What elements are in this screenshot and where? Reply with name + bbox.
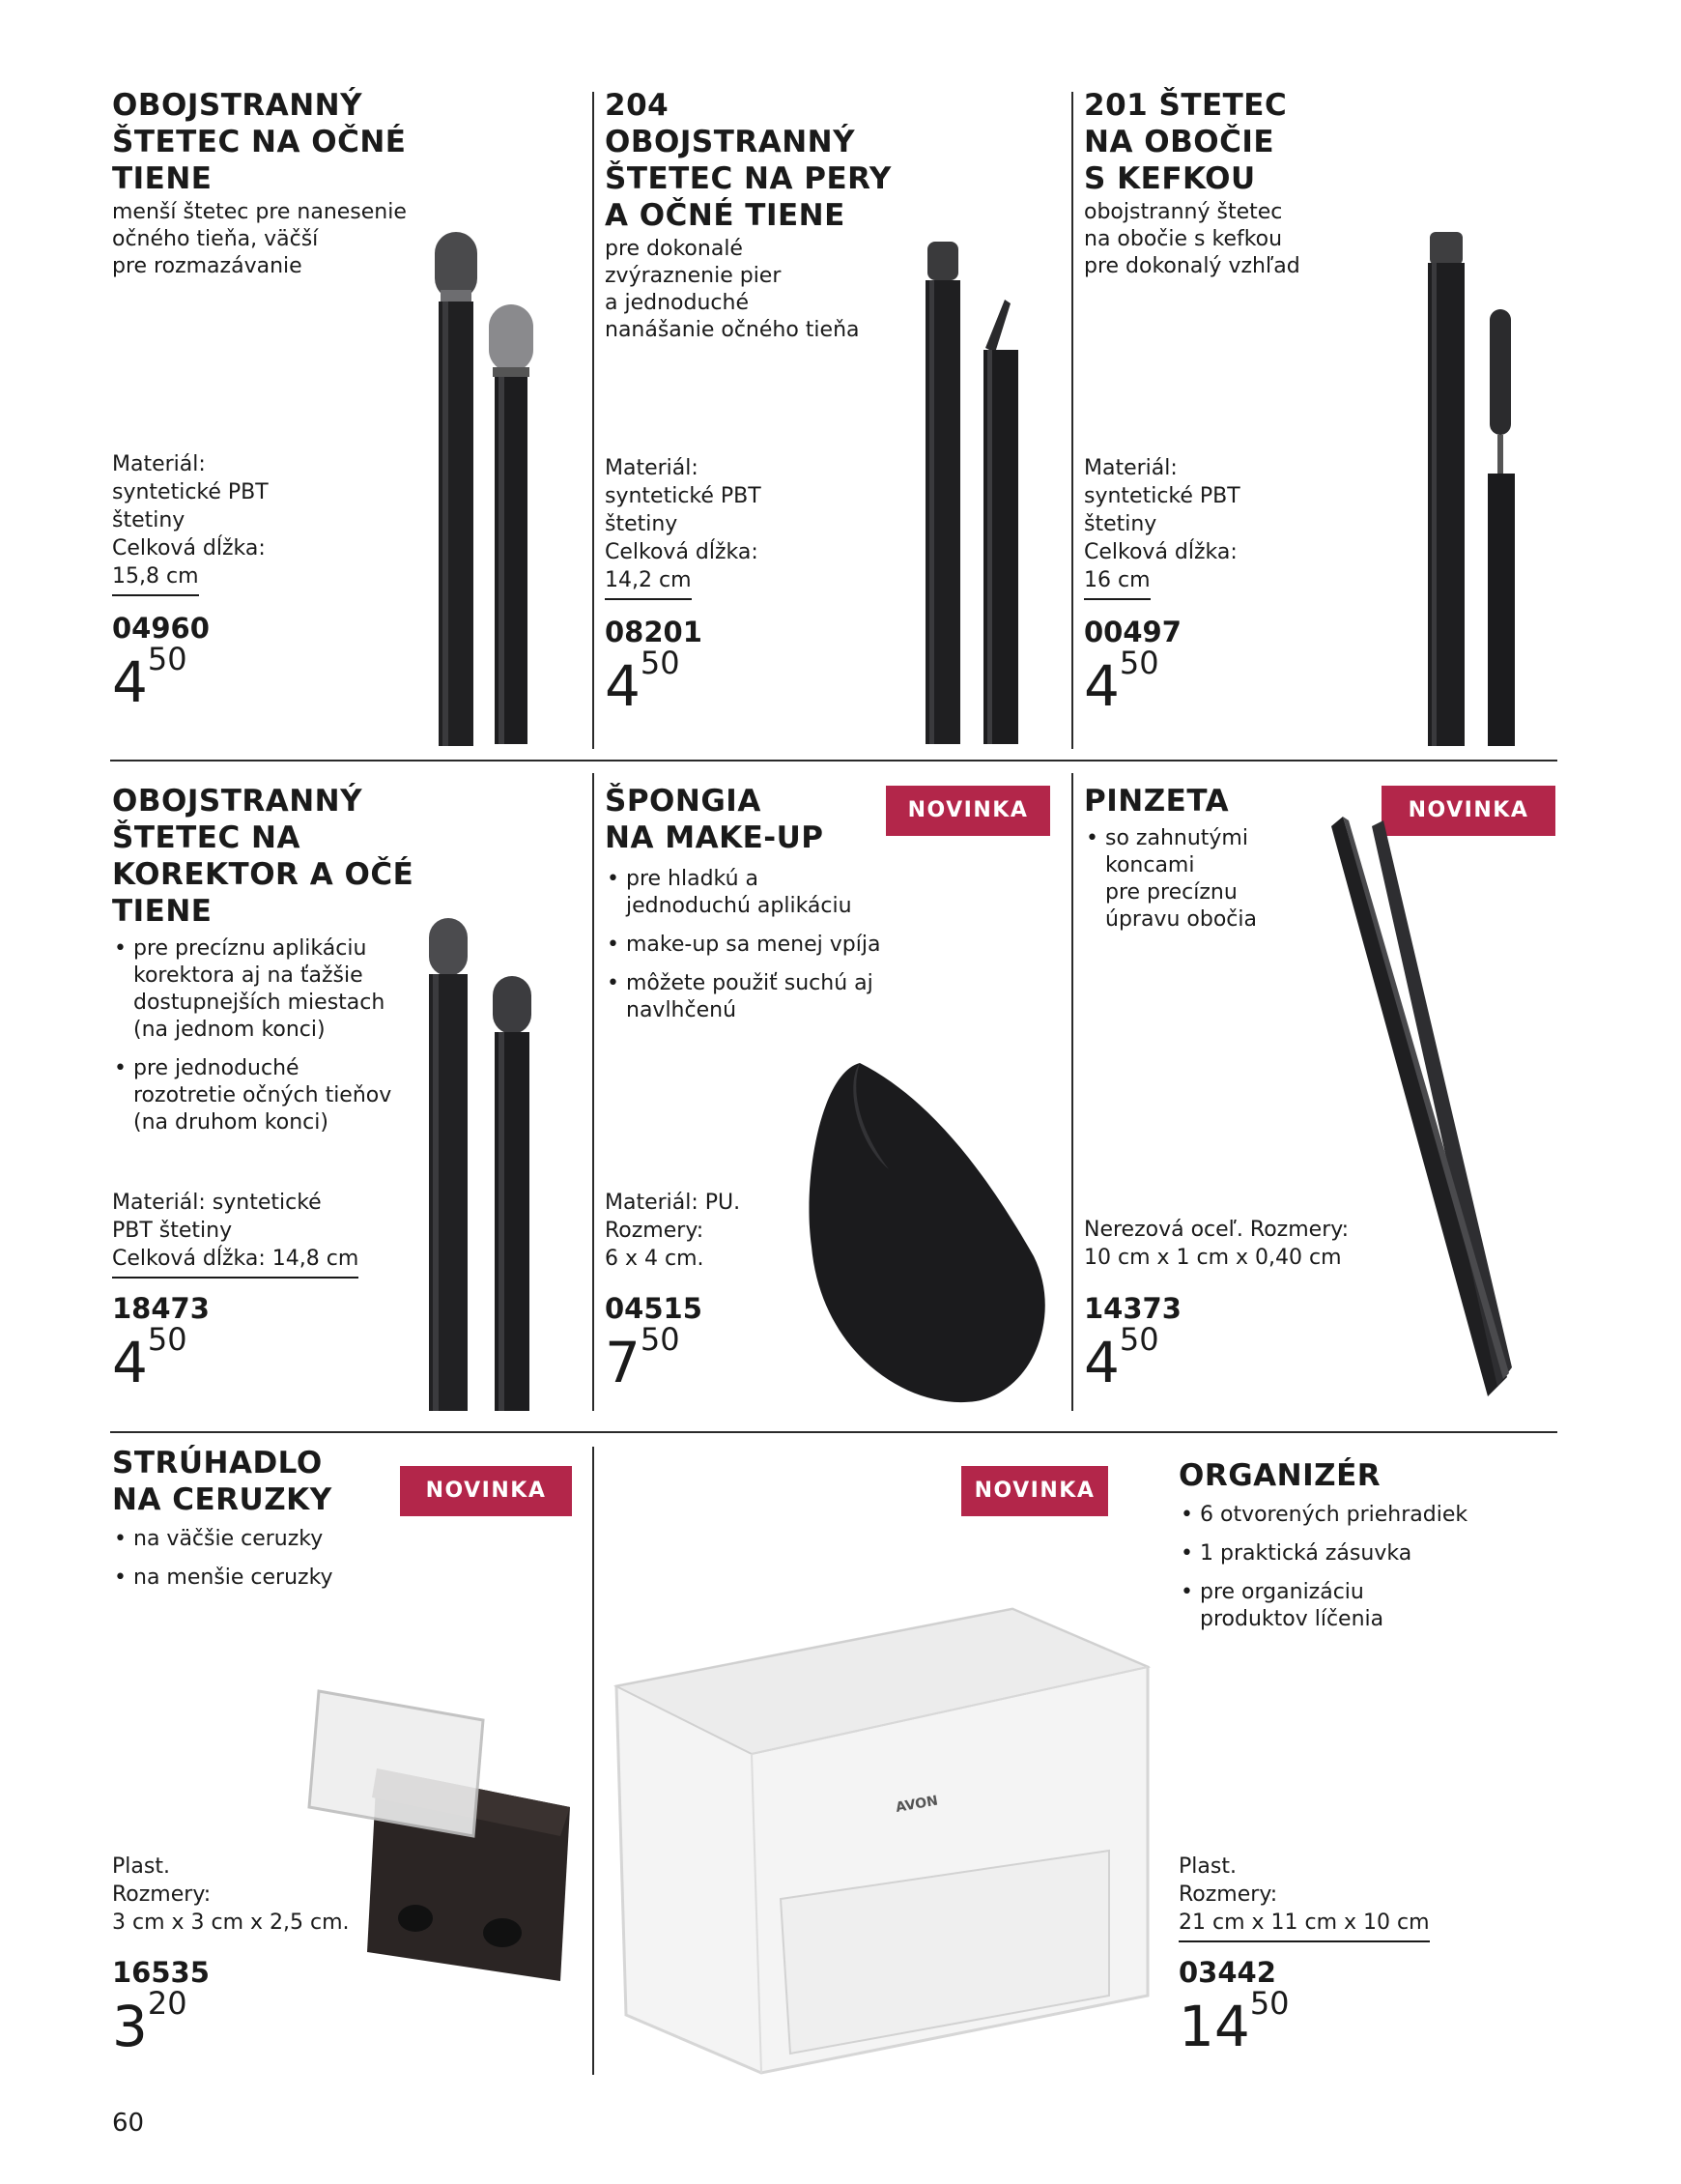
list-item: • pre organizáciu produktov líčenia <box>1179 1579 1546 1633</box>
brow-brush-spoolie-image <box>1420 232 1536 744</box>
price-main: 4 <box>1084 1330 1120 1395</box>
product-bullets <box>605 866 924 1024</box>
list-item: • 6 otvorených priehradiek <box>1179 1502 1546 1529</box>
product-title: ORGANIZÉR <box>1179 1458 1382 1493</box>
product-card <box>112 783 431 1148</box>
product-card <box>1179 1457 1546 1645</box>
novinka-badge: NOVINKA <box>886 786 1050 836</box>
product-card <box>112 1445 402 1603</box>
price-main: 4 <box>605 653 641 719</box>
product-price <box>605 1321 680 1395</box>
product-price <box>112 641 187 715</box>
product-spec: Materiál: syntetické PBT štetiny Celková dĺžka: 14,8 cm <box>112 1189 358 1279</box>
divider-row1 <box>110 760 1557 762</box>
price-main: 4 <box>112 649 148 715</box>
product-code: 04960 <box>112 612 210 645</box>
concealer-brush-pair-image <box>425 918 560 1411</box>
product-price <box>605 645 680 719</box>
price-cents: 50 <box>1249 1985 1290 2022</box>
product-description: obojstranný štetec na obočie s kefkou pre dokonalý vzhľad <box>1084 200 1300 278</box>
price-cents: 20 <box>147 1985 187 2022</box>
price-main: 7 <box>605 1330 641 1395</box>
novinka-badge: NOVINKA <box>1382 786 1555 836</box>
product-card <box>605 783 881 1036</box>
list-item: • môžete použiť suchú aj navlhčenú <box>605 970 924 1024</box>
product-title: PINZETA <box>1084 784 1230 819</box>
product-title: OBOJSTRANNÝ ŠTETEC NA KOREKTOR A OČÉ TIENE <box>112 784 414 929</box>
product-code: 08201 <box>605 616 702 648</box>
price-cents: 50 <box>640 645 680 681</box>
pencil-sharpener-image <box>271 1691 580 1981</box>
price-main: 14 <box>1179 1994 1250 2059</box>
lip-eyeshadow-brush-image <box>918 242 1034 744</box>
product-price <box>112 1321 187 1395</box>
product-spec: Materiál: syntetické PBT štetiny Celková dĺžka: 14,2 cm <box>605 454 761 600</box>
list-item: • make-up sa menej vpíja <box>605 932 924 959</box>
list-item: • pre jednoduché rozotretie očných tieňov (na druhom konci) <box>112 1055 431 1136</box>
product-code: 14373 <box>1084 1292 1182 1325</box>
novinka-badge: NOVINKA <box>961 1466 1108 1516</box>
organizer-logo: AVON <box>894 1793 940 1816</box>
product-bullets <box>1179 1502 1546 1633</box>
novinka-badge: NOVINKA <box>400 1466 572 1516</box>
product-description: pre dokonalé zvýraznenie pier a jednoduché nanášanie očného tieňa <box>605 237 860 342</box>
list-item: • pre precíznu aplikáciu korektora aj na ťažšie dostupnejších miestach (na jednom konci) <box>112 935 431 1044</box>
organizer-image <box>607 1609 1157 2073</box>
divider-col1-row2 <box>592 773 594 1411</box>
product-spec: Plast. Rozmery: 21 cm x 11 cm x 10 cm <box>1179 1853 1430 1942</box>
list-item: • so zahnutými koncami pre precíznu úpravu obočia <box>1084 825 1374 934</box>
divider-col2-row1 <box>1071 92 1073 749</box>
product-code: 04515 <box>605 1292 702 1325</box>
divider-col2-row2 <box>1071 773 1073 1411</box>
list-item: • pre hladkú a jednoduchú aplikáciu <box>605 866 924 920</box>
product-price <box>1084 645 1159 719</box>
price-cents: 50 <box>640 1321 680 1358</box>
product-title: 201 ŠTETEC NA OBOČIE S KEFKOU <box>1084 88 1288 196</box>
product-price <box>1084 1321 1159 1395</box>
product-spec: Materiál: syntetické PBT štetiny Celková dĺžka: 16 cm <box>1084 454 1240 600</box>
product-code: 03442 <box>1179 1956 1276 1989</box>
divider-row2 <box>110 1431 1557 1433</box>
price-cents: 50 <box>147 641 187 677</box>
product-title: 204 OBOJSTRANNÝ ŠTETEC NA PERY A OČNÉ TIENE <box>605 88 892 233</box>
product-spec: Plast. Rozmery: 3 cm x 3 cm x 2,5 cm. <box>112 1854 350 1935</box>
product-code: 00497 <box>1084 616 1182 648</box>
price-main: 4 <box>1084 653 1120 719</box>
page-number: 60 <box>112 2109 145 2138</box>
product-code: 16535 <box>112 1956 210 1989</box>
list-item: • 1 praktická zásuvka <box>1179 1540 1546 1567</box>
price-cents: 50 <box>1119 1321 1159 1358</box>
list-item: • na väčšie ceruzky <box>112 1526 402 1553</box>
price-cents: 50 <box>147 1321 187 1358</box>
product-spec: Materiál: PU. Rozmery: 6 x 4 cm. <box>605 1191 741 1271</box>
price-main: 3 <box>112 1994 148 2059</box>
product-code: 18473 <box>112 1292 210 1325</box>
makeup-sponge-image <box>802 1063 1053 1411</box>
product-title: STRÚHADLO NA CERUZKY <box>112 1446 332 1517</box>
divider-row3 <box>592 1447 594 2075</box>
product-description: menší štetec pre nanesenie očného tieňa, väčší pre rozmazávanie <box>112 200 407 278</box>
product-bullets <box>112 1526 402 1592</box>
divider-col1-row1 <box>592 92 594 749</box>
product-title: OBOJSTRANNÝ ŠTETEC NA OČNÉ TIENE <box>112 88 407 196</box>
product-bullets <box>112 935 431 1136</box>
eyeshadow-brush-pair-image <box>425 232 560 744</box>
product-spec: Nerezová oceľ. Rozmery: 10 cm x 1 cm x 0,40 cm <box>1084 1218 1350 1270</box>
product-spec: Materiál: syntetické PBT štetiny Celková dĺžka: 15,8 cm <box>112 450 269 596</box>
price-main: 4 <box>112 1330 148 1395</box>
product-title: ŠPONGIA NA MAKE-UP <box>605 784 824 855</box>
product-card <box>1084 87 1432 280</box>
tweezers-image <box>1324 817 1517 1416</box>
price-cents: 50 <box>1119 645 1159 681</box>
product-price <box>1179 1985 1290 2059</box>
product-price <box>112 1985 187 2059</box>
list-item: • na menšie ceruzky <box>112 1565 402 1592</box>
